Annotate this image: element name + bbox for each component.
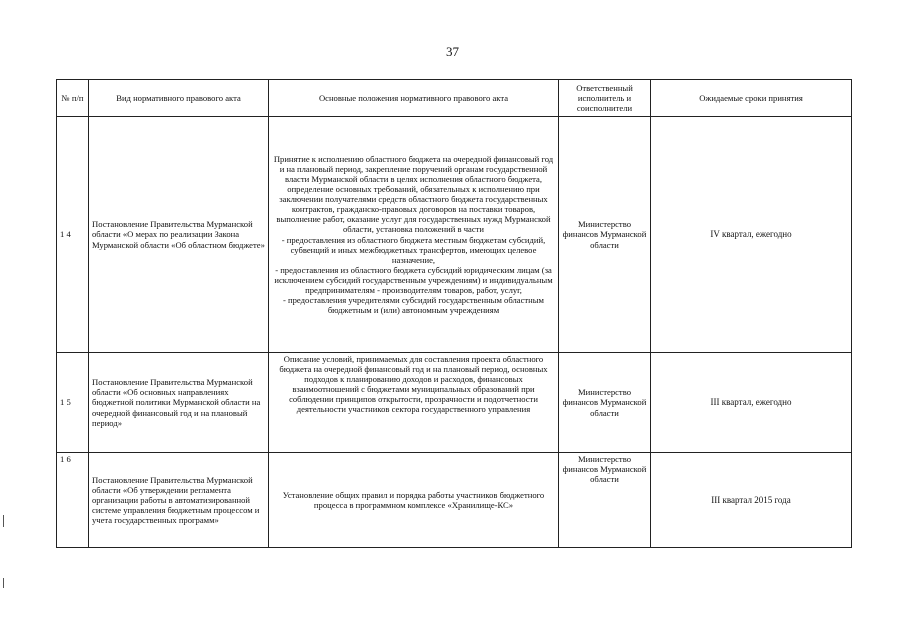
expected-term: IV квартал, ежегодно (651, 117, 852, 353)
header-kind: Вид нормативного правового акта (89, 80, 269, 117)
provision-paragraph: - предоставления из областного бюджета местным бюджетам субсидий, субвенций и иных межбюджетных трансфертов, имеющих целевое назначение, (281, 234, 546, 265)
act-kind: Постановление Правительства Мурманской области «О мерах по реализации Закона Мурманской области «Об областном бюджете» (89, 117, 269, 353)
page-number: 37 (446, 44, 459, 59)
act-provisions (269, 353, 559, 453)
scan-edge-mark (3, 578, 4, 588)
responsible-executor: Министерство финансов Мурманской области (559, 353, 651, 453)
row-number: 1 6 (57, 453, 89, 548)
header-responsible: Ответственный исполнитель и соисполнители (559, 80, 651, 117)
provision-paragraph: Описание условий, принимаемых для составления проекта областного бюджета на очередной финансовый год и на плановый период, основных подходов к планированию доходов и расходов, финансовых взаимоотношений с бюджетами муниципальных образований при соблюдении принципов открытости, прозрачности и подотчетности деятельности участников сектора государственного управления (279, 354, 548, 415)
provision-paragraph: - предоставления из областного бюджета субсидий юридическим лицам (за исключением субсидий государственным учреждениям) и индивидуальным предпринимателям - производителям товаров, работ, услуг, (274, 264, 553, 295)
header-num: № п/п (57, 80, 89, 117)
header-term: Ожидаемые сроки принятия (651, 80, 852, 117)
responsible-executor: Министерство финансов Мурманской области (559, 117, 651, 353)
table-row (57, 353, 852, 453)
expected-term: III квартал 2015 года (651, 453, 852, 548)
act-kind: Постановление Правительства Мурманской области «Об основных направлениях бюджетной политики Мурманской области на очередной финансовый год и на плановый период» (89, 353, 269, 453)
act-provisions (269, 453, 559, 548)
table-row (57, 453, 852, 548)
legal-acts-table (56, 79, 852, 548)
responsible-executor: Министерство финансов Мурманской области (559, 453, 651, 548)
provision-paragraph: - предоставления учредителями субсидий государственным областным бюджетным и (или) автономным учреждениям (283, 294, 544, 315)
provision-paragraph: Установление общих правил и порядка работы участников бюджетного процесса в программном комплексе «Хранилище-КС» (282, 489, 545, 510)
table-row (57, 117, 852, 353)
row-number: 1 5 (57, 353, 89, 453)
row-number: 1 4 (57, 117, 89, 353)
act-kind: Постановление Правительства Мурманской области «Об утверждении регламента организации работы в автоматизированной системе управления бюджетным процессом и учета государственных программ» (89, 453, 269, 548)
scan-edge-mark (3, 515, 4, 527)
header-provisions: Основные положения нормативного правового акта (269, 80, 559, 117)
provision-paragraph: Принятие к исполнению областного бюджета на очередной финансовый год и на плановый период, закрепление поручений органам государственной власти Мурманской области в целях исполнения областного бюджета, определение основных требований, обязательных к исполнению при заключении получателями средств областного бюджета государственных контрактов, гражданско-правовых договоров на поставки товаров, выполнение работ, оказание услуг для государственных нужд Мурманской области, установка положений в части (273, 154, 554, 235)
table-header-row (57, 80, 852, 117)
act-provisions (269, 117, 559, 353)
expected-term: III квартал, ежегодно (651, 353, 852, 453)
